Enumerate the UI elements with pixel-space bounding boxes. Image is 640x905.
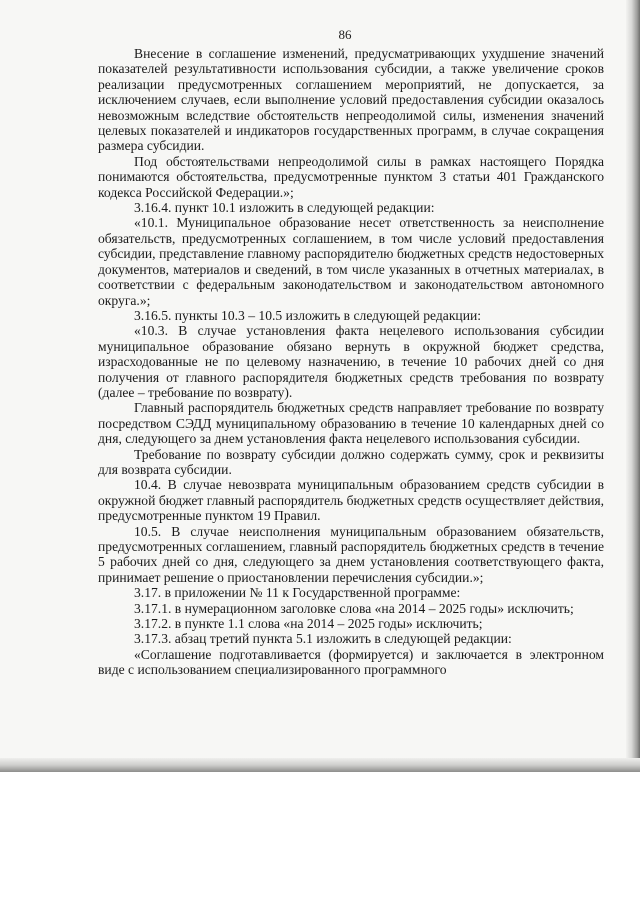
paragraph: 3.17. в приложении № 11 к Государственной программе: [134, 585, 461, 601]
paragraph: «10.3. В случае установления факта нецелевого использования субсидии муниципальное образование обязано вернуть в окружной бюджет средства, израсходованные не по целевому назначению, в течение 10 рабочих дней со дня получения от главного распорядителя бюджетных средств требования по возврату (далее – требование по возврату). [98, 323, 604, 400]
paragraph: Под обстоятельствами непреодолимой силы в рамках настоящего Порядка понимаются обстоятельства, предусмотренные пунктом 3 статьи 401 Гражданского кодекса Российской Федерации.»; [98, 153, 604, 200]
scan-edge-shadow-right [626, 0, 640, 772]
paragraph: Внесение в соглашение изменений, предусматривающих ухудшение значений показателей результативности использования субсидии, а также увеличение сроков реализации предусмотренных соглашением мероприятий, не допускается, за исключением случаев, если выполнение условий предоставления субсидии оказалось невозможным вследствие обстоятельств непреодолимой силы, изменения значений целевых показателей и индикаторов государственных программ, в случае сокращения размера субсидии. [98, 46, 604, 154]
paragraph: Главный распорядитель бюджетных средств направляет требование по возврату посредством СЭДД муниципальному образованию в течение 10 календарных дней со дня, следующего за днем установления факта нецелевого использования субсидии. [98, 400, 604, 447]
scan-edge-shadow-bottom [0, 758, 640, 772]
page-number: 86 [338, 27, 352, 42]
paragraph: «Соглашение подготавливается (формируется) и заключается в электронном виде с использованием специализированного программного [98, 646, 604, 678]
paragraph: 3.16.4. пункт 10.1 изложить в следующей редакции: [134, 200, 435, 216]
document-body [98, 46, 604, 678]
paragraph: 3.17.2. в пункте 1.1 слова «на 2014 – 2025 годы» исключить; [134, 616, 483, 632]
paragraph: 3.17.3. абзац третий пункта 5.1 изложить в следующей редакции: [134, 631, 512, 647]
paragraph: Требование по возврату субсидии должно содержать сумму, срок и реквизиты для возврата субсидии. [98, 446, 604, 477]
paragraph: 3.17.1. в нумерационном заголовке слова «на 2014 – 2025 годы» исключить; [134, 600, 574, 616]
paragraph: 10.5. В случае неисполнения муниципальным образованием обязательств, предусмотренных соглашением, главный распорядитель бюджетных средств в течение 5 рабочих дней со дня, следующего за днем установления соответствующего факта, принимает решение о приостановлении перечисления субсидии.»; [98, 523, 604, 585]
paragraph: 10.4. В случае невозврата муниципальным образованием средств субсидии в окружной бюджет главный распорядитель бюджетных средств осуществляет действия, предусмотренные пунктом 19 Правил. [98, 477, 604, 524]
paragraph: «10.1. Муниципальное образование несет ответственность за неисполнение обязательств, предусмотренных соглашением, в том числе условий предоставления субсидии, представление главному распорядителю бюджетных средств недостоверных документов, материалов и сведений, в том числе указанных в отчетных материалах, в соответствии с федеральным законодательством и законодательством автономного округа.»; [98, 215, 604, 308]
paragraph: 3.16.5. пункты 10.3 – 10.5 изложить в следующей редакции: [134, 307, 482, 323]
